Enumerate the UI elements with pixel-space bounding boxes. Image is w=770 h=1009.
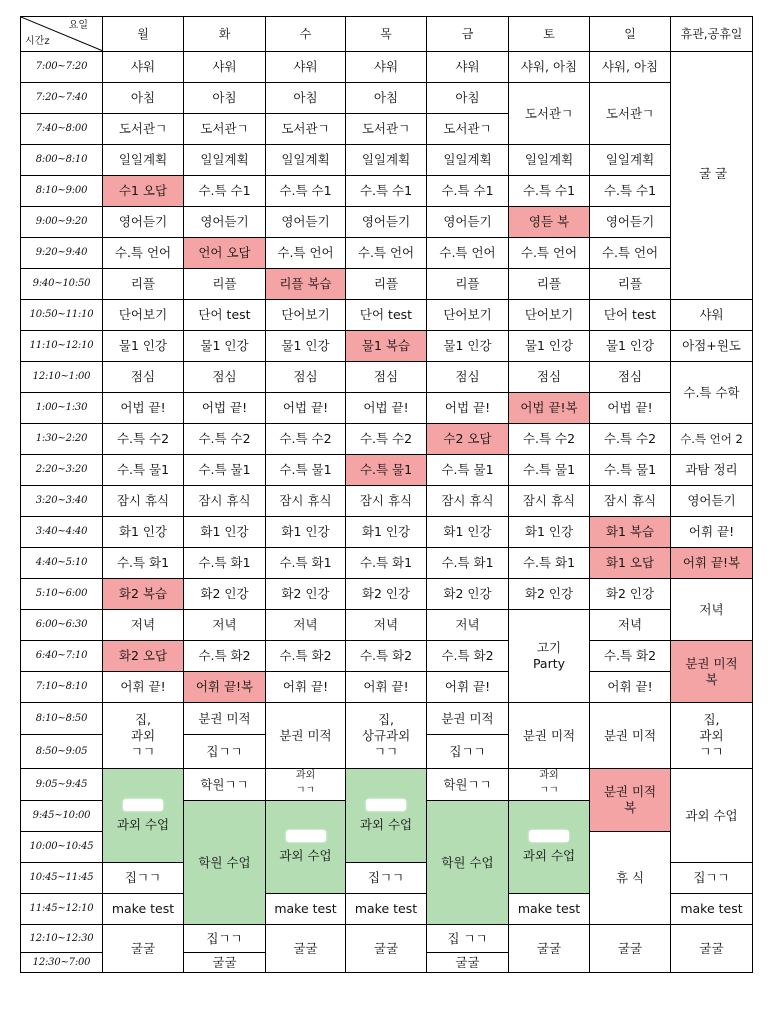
schedule-cell: 화1 인강 <box>103 517 184 548</box>
schedule-cell: 점심 <box>590 362 671 393</box>
schedule-cell: 리플 <box>590 269 671 300</box>
schedule-cell: 아침 <box>184 83 266 114</box>
schedule-cell: 수.특 화2 <box>427 641 509 672</box>
schedule-cell: 물1 인강 <box>184 331 266 362</box>
schedule-cell: 수.특 언어 <box>427 238 509 269</box>
schedule-cell: make test <box>103 894 184 925</box>
weekly-schedule-table <box>20 16 753 973</box>
schedule-cell <box>509 610 590 703</box>
tutoring-text: 상규과외 <box>361 727 411 743</box>
time-cell: 9:00~9:20 <box>21 207 103 238</box>
schedule-cell: 화1 인강 <box>184 517 266 548</box>
kk-text: ㄱㄱ <box>130 743 156 759</box>
schedule-cell: 잠시 휴식 <box>346 486 427 517</box>
schedule-cell: 굴굴 <box>266 925 346 973</box>
schedule-cell: 화2 인강 <box>590 579 671 610</box>
time-cell: 9:05~9:45 <box>21 769 103 801</box>
schedule-cell: 수.특 수2 <box>590 424 671 455</box>
schedule-cell: 도서관ㄱ <box>346 114 427 145</box>
corner-cell <box>21 17 103 52</box>
time-cell: 7:40~8:00 <box>21 114 103 145</box>
schedule-cell-highlight: 어휘 끝!복 <box>184 672 266 703</box>
day-header-thu: 목 <box>346 17 427 52</box>
schedule-cell: 리플 <box>427 269 509 300</box>
redacted-mark <box>529 830 569 842</box>
kk-text: ㄱㄱ <box>295 784 316 796</box>
schedule-cell: 수.특 물1 <box>266 455 346 486</box>
schedule-cell: 굴굴 <box>590 925 671 973</box>
schedule-cell: 수.특 언어 <box>590 238 671 269</box>
schedule-cell-highlight: 분권 미적 복 <box>671 641 753 703</box>
schedule-cell-highlight: 물1 복습 <box>346 331 427 362</box>
schedule-cell: 일일계획 <box>427 145 509 176</box>
schedule-cell: 리플 <box>184 269 266 300</box>
schedule-cell: make test <box>509 894 590 925</box>
time-cell: 6:40~7:10 <box>21 641 103 672</box>
schedule-cell: 리플 <box>509 269 590 300</box>
schedule-cell: 화2 인강 <box>509 579 590 610</box>
schedule-cell: 수.특 수1 <box>427 176 509 207</box>
schedule-cell: 물1 인강 <box>103 331 184 362</box>
kk-text: ㄱㄱ <box>373 743 399 759</box>
schedule-cell: 잠시 휴식 <box>509 486 590 517</box>
schedule-cell: 점심 <box>184 362 266 393</box>
schedule-cell-green: 학원 수업 <box>184 801 266 925</box>
schedule-cell-highlight: 수2 오답 <box>427 424 509 455</box>
schedule-cell: 수.특 수학 <box>671 362 753 424</box>
schedule-cell: 점심 <box>346 362 427 393</box>
schedule-cell: 수.특 물1 <box>509 455 590 486</box>
schedule-cell: 분권 미적 <box>266 703 346 769</box>
schedule-cell: 샤워 <box>103 52 184 83</box>
schedule-cell: 수.특 화1 <box>346 548 427 579</box>
schedule-cell: 도서관ㄱ <box>427 114 509 145</box>
schedule-cell: 잠시 휴식 <box>427 486 509 517</box>
schedule-cell: 굴굴 <box>427 953 509 973</box>
schedule-cell: 물1 인강 <box>509 331 590 362</box>
time-cell: 9:45~10:00 <box>21 801 103 832</box>
schedule-cell <box>346 703 427 769</box>
schedule-cell-highlight: 화2 오답 <box>103 641 184 672</box>
schedule-cell: 수.특 화2 <box>346 641 427 672</box>
kk-text: ㄱㄱ <box>539 784 559 796</box>
day-header-sat: 토 <box>509 17 590 52</box>
schedule-cell: 단어보기 <box>427 300 509 331</box>
schedule-cell-green: 학원 수업 <box>427 801 509 925</box>
schedule-cell: 수.특 물1 <box>427 455 509 486</box>
schedule-cell: 어휘 끝! <box>427 672 509 703</box>
schedule-cell: 수.특 수1 <box>509 176 590 207</box>
schedule-cell-green <box>103 769 184 863</box>
schedule-cell-highlight: 수1 오답 <box>103 176 184 207</box>
schedule-cell: 잠시 휴식 <box>184 486 266 517</box>
redacted-mark <box>366 799 406 811</box>
time-cell: 8:10~9:00 <box>21 176 103 207</box>
schedule-cell-highlight: 영듣 복 <box>509 207 590 238</box>
schedule-cell: 일일계획 <box>346 145 427 176</box>
schedule-cell-highlight: 화1 오답 <box>590 548 671 579</box>
schedule-cell: 어법 끝! <box>266 393 346 424</box>
schedule-cell: 수.특 언어 <box>266 238 346 269</box>
schedule-cell <box>103 703 184 769</box>
schedule-cell-green <box>266 801 346 894</box>
schedule-cell: 저녁 <box>590 610 671 641</box>
schedule-cell: 수.특 언어 <box>509 238 590 269</box>
holiday-morning-label: 굴 굴 <box>698 166 728 181</box>
schedule-cell: 도서관ㄱ <box>266 114 346 145</box>
redacted-mark <box>286 830 326 842</box>
corner-day-label: 요일 <box>68 20 88 31</box>
schedule-cell: 리플 <box>103 269 184 300</box>
schedule-cell: 어휘 끝! <box>671 517 753 548</box>
schedule-cell: 어법 끝! <box>427 393 509 424</box>
schedule-cell: 도서관ㄱ <box>590 83 671 145</box>
redacted-mark <box>123 799 163 811</box>
schedule-cell: 수.특 화2 <box>266 641 346 672</box>
time-cell: 8:50~9:05 <box>21 735 103 769</box>
schedule-cell-highlight: 화2 복습 <box>103 579 184 610</box>
schedule-cell: 영어듣기 <box>346 207 427 238</box>
time-cell: 5:10~6:00 <box>21 579 103 610</box>
schedule-cell: 화2 인강 <box>266 579 346 610</box>
schedule-cell: 도서관ㄱ <box>103 114 184 145</box>
schedule-container <box>20 16 753 973</box>
schedule-cell-highlight: 언어 오답 <box>184 238 266 269</box>
schedule-cell: 어법 끝! <box>184 393 266 424</box>
schedule-cell: 어법 끝! <box>103 393 184 424</box>
schedule-cell: make test <box>346 894 427 925</box>
day-header-wed: 수 <box>266 17 346 52</box>
schedule-cell: 아침 <box>427 83 509 114</box>
schedule-cell: make test <box>266 894 346 925</box>
time-cell: 3:20~3:40 <box>21 486 103 517</box>
schedule-cell: 일일계획 <box>103 145 184 176</box>
schedule-cell: 학원ㄱㄱ <box>184 769 266 801</box>
schedule-cell: 수.특 수1 <box>590 176 671 207</box>
tutoring-text: 과외 <box>699 727 724 743</box>
schedule-cell: 화1 인강 <box>266 517 346 548</box>
schedule-cell: 수.특 수2 <box>184 424 266 455</box>
time-cell: 11:10~12:10 <box>21 331 103 362</box>
schedule-cell: 어휘 끝! <box>266 672 346 703</box>
party-line-1: 고기 <box>536 640 562 655</box>
schedule-cell: 수.특 화1 <box>427 548 509 579</box>
time-cell: 3:40~4:40 <box>21 517 103 548</box>
schedule-cell-highlight: 화1 복습 <box>590 517 671 548</box>
schedule-cell: 휴 식 <box>590 832 671 925</box>
time-cell: 4:40~5:10 <box>21 548 103 579</box>
schedule-cell: 집ㄱㄱ <box>184 925 266 953</box>
tutoring-text: 과외 <box>295 769 316 781</box>
day-header-tue: 화 <box>184 17 266 52</box>
schedule-cell: 수.특 화1 <box>103 548 184 579</box>
schedule-cell: 분권 미적 <box>509 703 590 769</box>
schedule-cell: 수.특 언어 <box>103 238 184 269</box>
schedule-cell: 샤워 <box>266 52 346 83</box>
time-cell: 9:40~10:50 <box>21 269 103 300</box>
schedule-cell: 어법 끝! <box>590 393 671 424</box>
schedule-cell: 굴굴 <box>509 925 590 973</box>
time-cell: 12:10~1:00 <box>21 362 103 393</box>
schedule-cell: 일일계획 <box>184 145 266 176</box>
schedule-cell: 집ㄱㄱ <box>671 863 753 894</box>
schedule-cell-highlight: 리플 복습 <box>266 269 346 300</box>
schedule-cell: 수.특 물1 <box>590 455 671 486</box>
schedule-cell-highlight: 수.특 물1 <box>346 455 427 486</box>
schedule-cell: 굴굴 <box>346 925 427 973</box>
schedule-cell: 단어보기 <box>103 300 184 331</box>
schedule-cell: 수.특 화1 <box>266 548 346 579</box>
schedule-cell: 샤워, 아침 <box>509 52 590 83</box>
schedule-cell: 일일계획 <box>590 145 671 176</box>
schedule-cell: 수.특 화2 <box>184 641 266 672</box>
header-row <box>21 17 753 52</box>
home-text: 집, <box>377 711 395 727</box>
schedule-cell: 굴굴 <box>671 925 753 973</box>
time-cell: 1:00~1:30 <box>21 393 103 424</box>
time-cell: 10:50~11:10 <box>21 300 103 331</box>
schedule-cell: 어법 끝! <box>346 393 427 424</box>
day-header-holiday: 휴관,공휴일 <box>671 17 753 52</box>
schedule-cell: 단어 test <box>346 300 427 331</box>
schedule-cell: 저녁 <box>184 610 266 641</box>
schedule-cell: 단어보기 <box>509 300 590 331</box>
time-cell: 9:20~9:40 <box>21 238 103 269</box>
schedule-cell: 일일계획 <box>266 145 346 176</box>
schedule-cell: 수.특 언어 2 <box>671 424 753 455</box>
schedule-cell: 저녁 <box>427 610 509 641</box>
schedule-cell: 점심 <box>427 362 509 393</box>
schedule-cell: 집ㄱㄱ <box>184 735 266 769</box>
day-header-mon: 월 <box>103 17 184 52</box>
schedule-cell: 샤워 <box>671 300 753 331</box>
schedule-cell: 저녁 <box>266 610 346 641</box>
time-cell: 8:00~8:10 <box>21 145 103 176</box>
schedule-cell <box>266 769 346 801</box>
schedule-cell: 화2 인강 <box>346 579 427 610</box>
day-header-sun: 일 <box>590 17 671 52</box>
schedule-cell: 단어 test <box>590 300 671 331</box>
schedule-cell: 샤워, 아침 <box>590 52 671 83</box>
schedule-cell: 수.특 물1 <box>103 455 184 486</box>
class-text: 과외 수업 <box>359 816 413 832</box>
schedule-cell: 샤워 <box>184 52 266 83</box>
time-cell: 11:45~12:10 <box>21 894 103 925</box>
schedule-cell: 화1 인강 <box>427 517 509 548</box>
schedule-cell: 단어보기 <box>266 300 346 331</box>
time-cell: 2:20~3:20 <box>21 455 103 486</box>
schedule-cell: 리플 <box>346 269 427 300</box>
time-cell: 10:45~11:45 <box>21 863 103 894</box>
home-text: 집, <box>134 711 152 727</box>
schedule-cell <box>671 703 753 769</box>
class-text: 과외 수업 <box>522 848 576 863</box>
schedule-cell: 화2 인강 <box>427 579 509 610</box>
schedule-cell-highlight: 분권 미적 복 <box>590 769 671 832</box>
class-text: 과외 수업 <box>116 816 170 832</box>
schedule-cell: 수.특 수1 <box>184 176 266 207</box>
schedule-cell: 일일계획 <box>509 145 590 176</box>
schedule-cell: 아침 <box>346 83 427 114</box>
schedule-cell: 샤워 <box>346 52 427 83</box>
schedule-cell: 물1 인강 <box>427 331 509 362</box>
schedule-cell: 점심 <box>509 362 590 393</box>
schedule-cell: 샤워 <box>427 52 509 83</box>
time-cell: 1:30~2:20 <box>21 424 103 455</box>
schedule-cell: 수.특 수2 <box>266 424 346 455</box>
schedule-cell: 어휘 끝! <box>346 672 427 703</box>
schedule-cell: 분권 미적 <box>590 703 671 769</box>
time-cell: 7:20~7:40 <box>21 83 103 114</box>
schedule-cell: 아침 <box>103 83 184 114</box>
schedule-cell: 굴굴 <box>184 953 266 973</box>
schedule-cell: 수.특 수2 <box>346 424 427 455</box>
schedule-cell: 집ㄱㄱ <box>427 735 509 769</box>
schedule-cell: 수.특 물1 <box>184 455 266 486</box>
schedule-cell: 점심 <box>266 362 346 393</box>
time-cell: 10:00~10:45 <box>21 832 103 863</box>
day-header-fri: 금 <box>427 17 509 52</box>
schedule-cell: 학원ㄱㄱ <box>427 769 509 801</box>
schedule-cell: 저녁 <box>671 579 753 641</box>
time-cell: 7:10~8:10 <box>21 672 103 703</box>
schedule-cell: 분권 미적 <box>427 703 509 735</box>
schedule-cell-green <box>346 769 427 863</box>
schedule-cell: 잠시 휴식 <box>266 486 346 517</box>
schedule-cell: 영어듣기 <box>590 207 671 238</box>
time-cell: 12:30~7:00 <box>21 953 103 973</box>
time-cell: 12:10~12:30 <box>21 925 103 953</box>
schedule-cell: 집 ㄱㄱ <box>427 925 509 953</box>
schedule-cell-highlight: 어법 끝!복 <box>509 393 590 424</box>
schedule-cell: 수.특 수1 <box>266 176 346 207</box>
schedule-cell: 영어듣기 <box>103 207 184 238</box>
schedule-cell: 저녁 <box>103 610 184 641</box>
schedule-cell: 수.특 수1 <box>346 176 427 207</box>
schedule-cell: 영어듣기 <box>266 207 346 238</box>
schedule-cell: 영어듣기 <box>427 207 509 238</box>
schedule-cell: 집ㄱㄱ <box>103 863 184 894</box>
schedule-cell: 저녁 <box>346 610 427 641</box>
schedule-cell: 화2 인강 <box>184 579 266 610</box>
schedule-cell: 물1 인강 <box>266 331 346 362</box>
schedule-cell: 점심 <box>103 362 184 393</box>
schedule-cell: 분권 미적 <box>184 703 266 735</box>
home-text: 집, <box>703 711 720 727</box>
corner-time-label: 시간z <box>25 36 50 47</box>
schedule-cell: 화1 인강 <box>346 517 427 548</box>
schedule-cell: 수.특 화1 <box>184 548 266 579</box>
schedule-cell: 수.특 언어 <box>346 238 427 269</box>
schedule-cell: 단어 test <box>184 300 266 331</box>
kk-text: ㄱㄱ <box>699 743 724 759</box>
schedule-cell: 잠시 휴식 <box>103 486 184 517</box>
party-line-2: Party <box>532 656 566 671</box>
time-cell: 6:00~6:30 <box>21 610 103 641</box>
time-cell: 8:10~8:50 <box>21 703 103 735</box>
schedule-cell: 도서관ㄱ <box>509 83 590 145</box>
schedule-cell: 수.특 수2 <box>103 424 184 455</box>
schedule-cell: 잠시 휴식 <box>590 486 671 517</box>
schedule-cell: 수.특 화2 <box>590 641 671 672</box>
class-text: 과외 수업 <box>279 848 332 863</box>
schedule-cell: 과탐 정리 <box>671 455 753 486</box>
tutoring-text: 과외 <box>539 769 559 781</box>
schedule-cell <box>509 769 590 801</box>
schedule-cell: 어휘 끝! <box>103 672 184 703</box>
schedule-cell: 영어듣기 <box>184 207 266 238</box>
time-cell: 7:00~7:20 <box>21 52 103 83</box>
schedule-cell: 화1 인강 <box>509 517 590 548</box>
schedule-cell: 아점+원도 <box>671 331 753 362</box>
schedule-cell-highlight: 어휘 끝!복 <box>671 548 753 579</box>
schedule-cell: make test <box>671 894 753 925</box>
tutoring-text: 과외 <box>130 727 156 743</box>
schedule-cell: 아침 <box>266 83 346 114</box>
schedule-cell: 집ㄱㄱ <box>346 863 427 894</box>
schedule-cell: 어휘 끝! <box>590 672 671 703</box>
schedule-cell: 수.특 수2 <box>509 424 590 455</box>
schedule-cell-green <box>509 801 590 894</box>
schedule-cell: 수.특 화1 <box>509 548 590 579</box>
schedule-cell: 과외 수업 <box>671 769 753 863</box>
schedule-cell: 물1 인강 <box>590 331 671 362</box>
schedule-cell: 도서관ㄱ <box>184 114 266 145</box>
schedule-cell: 굴굴 <box>103 925 184 973</box>
schedule-cell: 영어듣기 <box>671 486 753 517</box>
